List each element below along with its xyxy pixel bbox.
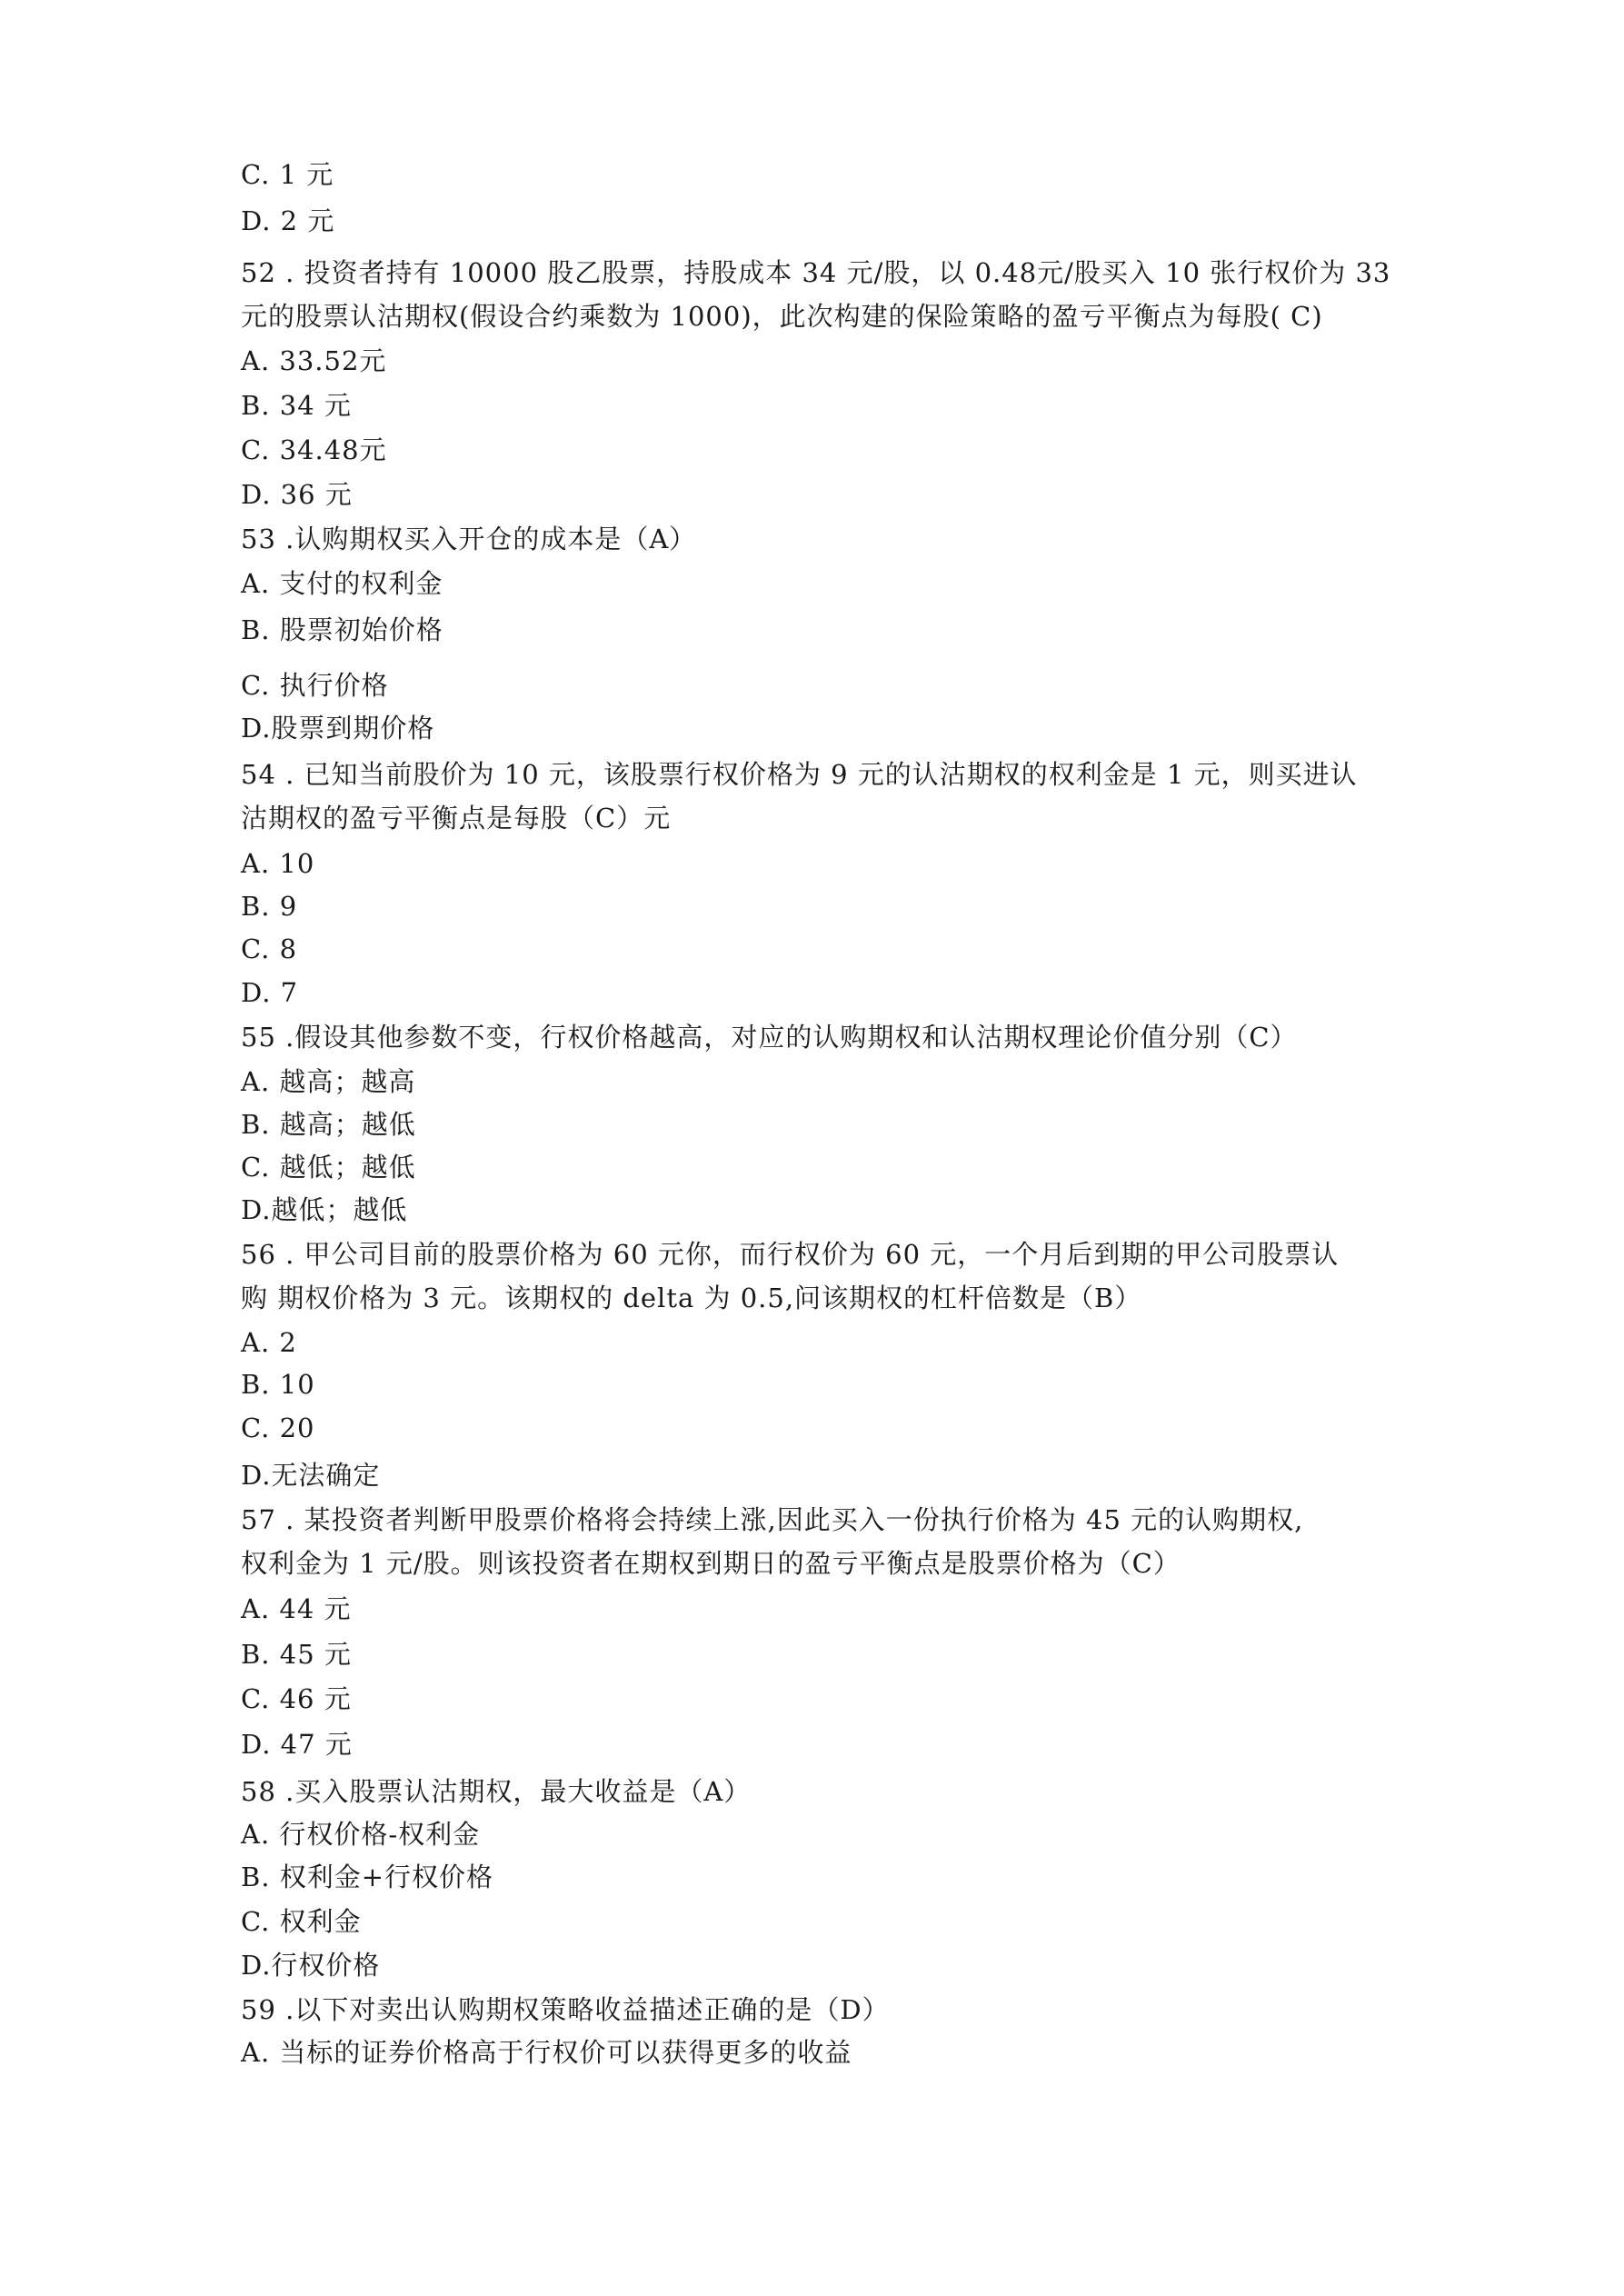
option-line: C. 46 元 [241,1683,352,1714]
question-line: 59 .以下对卖出认购期权策略收益描述正确的是（D） [241,1994,890,2025]
option-line: B. 越高；越低 [241,1109,416,1140]
option-line: C. 越低；越低 [241,1152,416,1183]
question-line: 58 .买入股票认沽期权，最大收益是（A） [241,1776,752,1807]
option-line: B. 权利金+行权价格 [241,1862,494,1892]
question-line: 55 .假设其他参数不变，行权价格越高，对应的认购期权和认沽期权理论价值分别（C） [241,1022,1298,1053]
question-line: 元的股票认沽期权(假设合约乘数为 1000)，此次构建的保险策略的盈亏平衡点为每股( C) [241,301,1323,332]
question-line: 57 . 某投资者判断甲股票价格将会持续上涨,因此买入一份执行价格为 45 元的认购期权, [241,1504,1304,1535]
option-line: D.无法确定 [241,1460,381,1491]
question-line: 沽期权的盈亏平衡点是每股（C）元 [241,803,672,834]
option-line: C. 权利金 [241,1906,362,1937]
option-line: B. 34 元 [241,390,352,421]
option-line: D. 7 [241,977,299,1008]
question-line: 权利金为 1 元/股。则该投资者在期权到期日的盈亏平衡点是股票价格为（C） [241,1548,1181,1579]
option-line: A. 支付的权利金 [241,568,443,599]
option-line: A. 行权价格-权利金 [241,1819,481,1850]
option-line: B. 9 [241,891,298,922]
option-line: A. 当标的证券价格高于行权价可以获得更多的收益 [241,2037,852,2068]
option-line: D.股票到期价格 [241,713,435,744]
question-line: 53 .认购期权买入开仓的成本是（A） [241,524,697,554]
option-line: A. 10 [241,848,315,879]
option-line: A. 越高；越高 [241,1066,416,1097]
question-line: 购 期权价格为 3 元。该期权的 delta 为 0.5,问该期权的杠杆倍数是（B） [241,1283,1142,1313]
option-line: B. 股票初始价格 [241,614,443,645]
option-line: D. 47 元 [241,1729,353,1760]
question-line: 54 . 已知当前股价为 10 元，该股票行权价格为 9 元的认沽期权的权利金是 1 元，则买进认 [241,759,1358,790]
option-line: C. 34.48元 [241,434,387,465]
option-line: C. 1 元 [241,159,334,190]
option-line: D. 36 元 [241,479,353,510]
option-line: D.行权价格 [241,1950,381,1981]
option-line: D.越低；越低 [241,1194,408,1225]
option-line: A. 2 [241,1327,297,1358]
option-line: C. 8 [241,933,298,964]
option-line: A. 44 元 [241,1593,352,1624]
option-line: C. 执行价格 [241,670,389,701]
option-line: B. 45 元 [241,1639,352,1670]
question-line: 52 . 投资者持有 10000 股乙股票，持股成本 34 元/股，以 0.48元/股买入 10 张行权价为 33 [241,257,1391,288]
option-line: B. 10 [241,1369,315,1400]
option-line: A. 33.52元 [241,345,387,376]
question-line: 56 . 甲公司目前的股票价格为 60 元你，而行权价为 60 元，一个月后到期的甲公司股票认 [241,1239,1340,1270]
option-line: C. 20 [241,1413,315,1443]
option-line: D. 2 元 [241,205,335,236]
